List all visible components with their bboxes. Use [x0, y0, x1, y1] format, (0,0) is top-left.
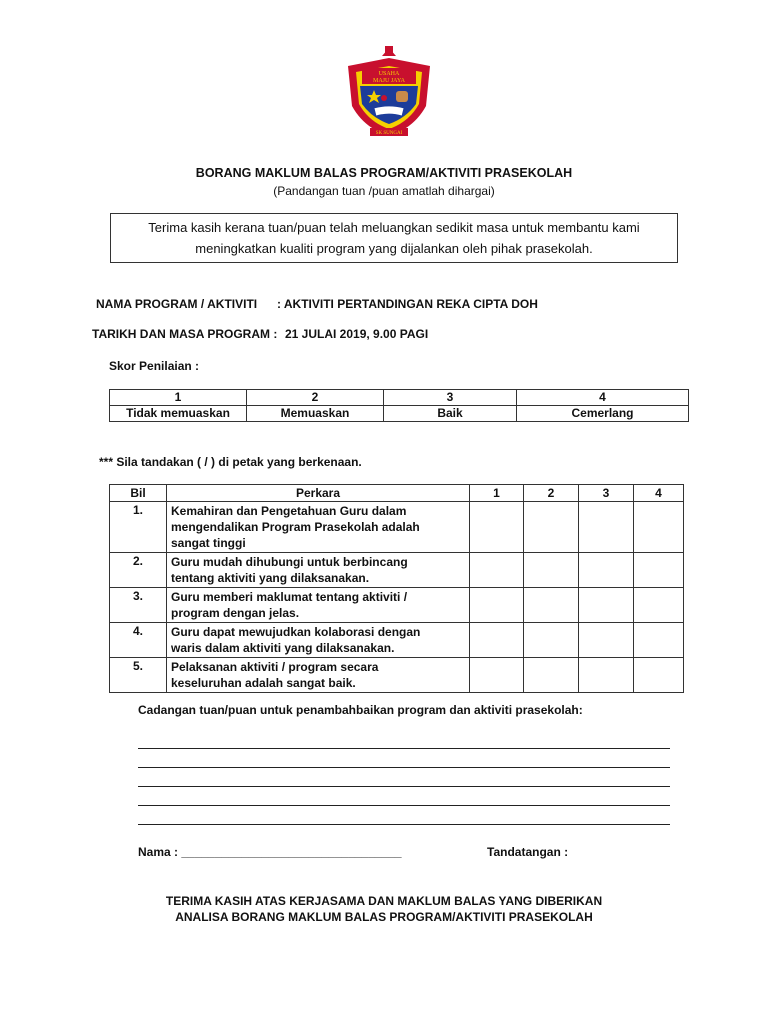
score-scale-table: [109, 389, 689, 422]
score-checkbox-2[interactable]: [524, 553, 579, 588]
score-checkbox-3[interactable]: [579, 658, 634, 693]
score-checkbox-1[interactable]: [470, 553, 524, 588]
header-score-3: 3: [579, 485, 634, 502]
score-checkbox-4[interactable]: [634, 553, 684, 588]
score-checkbox-2[interactable]: [524, 588, 579, 623]
score-checkbox-2[interactable]: [524, 502, 579, 553]
svg-text:SK SUNGAI: SK SUNGAI: [375, 131, 403, 136]
table-row: [110, 502, 684, 553]
score-number-4: 4: [517, 390, 689, 406]
score-number-row: [110, 390, 689, 406]
intro-message-box: [110, 213, 678, 263]
score-checkbox-3[interactable]: [579, 553, 634, 588]
program-name-value: : AKTIVITI PERTANDINGAN REKA CIPTA DOH: [277, 297, 538, 311]
suggestion-line-3[interactable]: [138, 786, 670, 787]
footer-analysis-title: ANALISA BORANG MAKLUM BALAS PROGRAM/AKTIVITI PRASEKOLAH: [175, 910, 593, 924]
score-checkbox-1[interactable]: [470, 623, 524, 658]
score-checkbox-4[interactable]: [634, 658, 684, 693]
suggestion-line-1[interactable]: [138, 748, 670, 749]
score-checkbox-2[interactable]: [524, 658, 579, 693]
table-row: [110, 658, 684, 693]
svg-text:MAJU JAYA: MAJU JAYA: [373, 78, 405, 84]
row-statement: Guru memberi maklumat tentang aktiviti / program dengan jelas.: [167, 588, 470, 623]
score-checkbox-1[interactable]: [470, 502, 524, 553]
footer-thanks: TERIMA KASIH ATAS KERJASAMA DAN MAKLUM BALAS YANG DIBERIKAN: [165, 894, 603, 908]
svg-text:USAHA: USAHA: [378, 71, 400, 77]
form-subtitle: (Pandangan tuan /puan amatlah dihargai): [273, 184, 495, 198]
suggestion-line-5[interactable]: [138, 824, 670, 825]
table-row: [110, 553, 684, 588]
score-label-3: Baik: [384, 406, 517, 422]
score-checkbox-3[interactable]: [579, 623, 634, 658]
score-checkbox-4[interactable]: [634, 623, 684, 658]
score-number-2: 2: [247, 390, 384, 406]
row-number: 2.: [110, 553, 167, 588]
school-crest-logo: [344, 44, 434, 142]
row-statement: Kemahiran dan Pengetahuan Guru dalam mengendalikan Program Prasekolah adalah sangat tinggi: [167, 502, 470, 553]
score-label-row: [110, 406, 689, 422]
score-checkbox-2[interactable]: [524, 623, 579, 658]
evaluation-table-header: [110, 485, 684, 502]
score-checkbox-3[interactable]: [579, 588, 634, 623]
score-checkbox-1[interactable]: [470, 588, 524, 623]
score-label-2: Memuaskan: [247, 406, 384, 422]
score-number-3: 3: [384, 390, 517, 406]
evaluation-table: [109, 484, 684, 693]
instruction-text: *** Sila tandakan ( / ) di petak yang berkenaan.: [99, 455, 362, 469]
row-number: 3.: [110, 588, 167, 623]
row-number: 1.: [110, 502, 167, 553]
table-row: [110, 623, 684, 658]
intro-line-2: meningkatkan kualiti program yang dijalankan oleh pihak prasekolah.: [195, 241, 593, 256]
form-title: BORANG MAKLUM BALAS PROGRAM/AKTIVITI PRASEKOLAH: [195, 166, 573, 180]
program-date-value: 21 JULAI 2019, 9.00 PAGI: [285, 327, 429, 341]
program-date-label: TARIKH DAN MASA PROGRAM :: [92, 327, 278, 341]
score-number-1: 1: [110, 390, 247, 406]
row-statement: Guru dapat mewujudkan kolaborasi dengan waris dalam aktiviti yang dilaksanakan.: [167, 623, 470, 658]
row-number: 5.: [110, 658, 167, 693]
header-score-2: 2: [524, 485, 579, 502]
score-checkbox-4[interactable]: [634, 502, 684, 553]
signature-label: Tandatangan :: [487, 845, 569, 859]
program-name-label: NAMA PROGRAM / AKTIVITI: [96, 297, 258, 311]
header-score-4: 4: [634, 485, 684, 502]
header-bil: Bil: [110, 485, 167, 502]
row-statement: Pelaksanan aktiviti / program secara keseluruhan adalah sangat baik.: [167, 658, 470, 693]
row-number: 4.: [110, 623, 167, 658]
score-checkbox-1[interactable]: [470, 658, 524, 693]
score-checkbox-3[interactable]: [579, 502, 634, 553]
suggestion-line-4[interactable]: [138, 805, 670, 806]
header-perkara: Perkara: [167, 485, 470, 502]
score-checkbox-4[interactable]: [634, 588, 684, 623]
intro-line-1: Terima kasih kerana tuan/puan telah meluangkan sedikit masa untuk membantu kami: [148, 220, 640, 235]
suggestions-label: Cadangan tuan/puan untuk penambahbaikan program dan aktiviti prasekolah:: [138, 703, 583, 717]
suggestion-line-2[interactable]: [138, 767, 670, 768]
row-statement: Guru mudah dihubungi untuk berbincang tentang aktiviti yang dilaksanakan.: [167, 553, 470, 588]
table-row: [110, 588, 684, 623]
score-label-1: Tidak memuaskan: [110, 406, 247, 422]
name-field[interactable]: Nama : _________________________________: [138, 845, 402, 859]
score-label: Skor Penilaian :: [109, 359, 200, 373]
score-label-4: Cemerlang: [517, 406, 689, 422]
header-score-1: 1: [470, 485, 524, 502]
